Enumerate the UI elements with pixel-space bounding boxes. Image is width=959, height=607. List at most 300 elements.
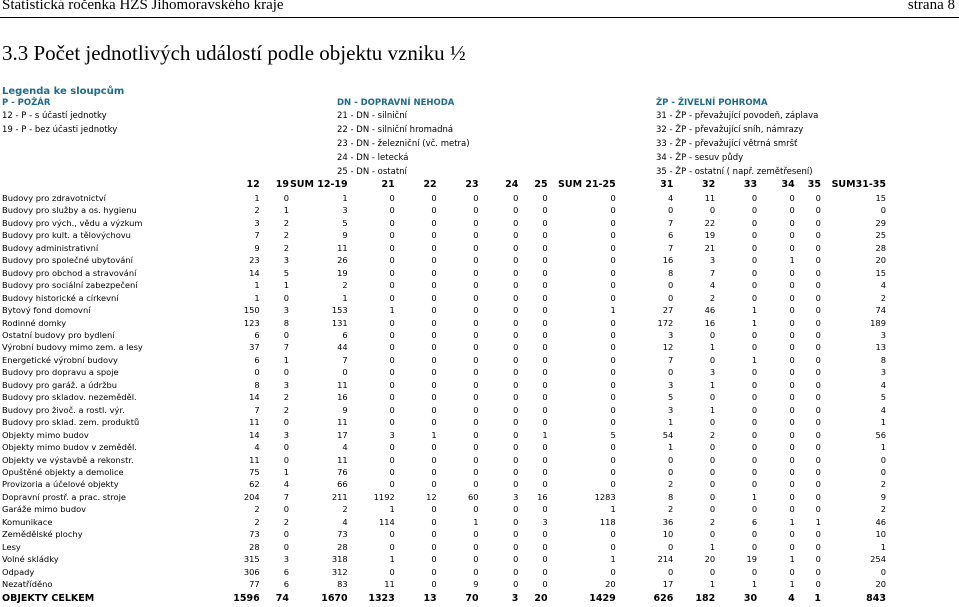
table-cell: 0 [431, 267, 437, 278]
table-cell: 312 [331, 566, 348, 577]
table-cell: 1 [751, 354, 758, 365]
row-label: Zemědělské plochy [2, 529, 83, 540]
table-row [0, 204, 886, 216]
table-cell: 0 [789, 442, 795, 453]
row-label: Odpady [2, 566, 35, 577]
table-cell: 2 [283, 404, 290, 415]
table-cell: 153 [331, 305, 348, 316]
row-label: Energetické výrobní budovy [2, 354, 118, 365]
table-cell: 0 [513, 280, 519, 291]
table-cell: 2 [254, 516, 260, 527]
table-cell: 9 [473, 579, 479, 590]
table-cell: 0 [431, 255, 437, 266]
legend-disaster-heading: ŽP - ŽIVELNÍ POHROMA [656, 98, 768, 108]
table-cell: 150 [243, 305, 260, 316]
table-row [0, 466, 886, 478]
table-cell: 0 [610, 541, 616, 552]
table-cell: 0 [610, 466, 616, 477]
table-cell: 0 [789, 404, 795, 415]
table-cell: 0 [431, 541, 437, 552]
row-label: Provizoria a účelové objekty [2, 479, 119, 490]
table-cell: 0 [389, 404, 395, 415]
table-cell: 0 [751, 404, 758, 415]
table-row [0, 516, 886, 528]
table-cell: 0 [283, 292, 290, 303]
table-cell: 0 [751, 479, 758, 490]
table-cell: 1 [610, 305, 616, 316]
table-cell: 77 [249, 579, 260, 590]
table-cell: 0 [709, 392, 716, 403]
table-cell: 0 [389, 242, 395, 253]
table-cell: 0 [431, 342, 437, 353]
table-cell: 0 [751, 392, 758, 403]
table-cell: 11 [337, 379, 348, 390]
header-cell-label [0, 178, 220, 192]
table-cell: 1 [709, 541, 716, 552]
table-cell: 0 [610, 529, 616, 540]
table-cell: 0 [542, 217, 548, 228]
table-cell: 60 [468, 491, 479, 502]
table-cell: 11 [704, 193, 716, 203]
table-cell: 0 [815, 305, 821, 316]
table-row [0, 429, 886, 441]
table-cell: 46 [875, 516, 886, 527]
table-cell: 0 [610, 367, 616, 378]
table-cell: 9 [254, 242, 260, 253]
table-cell: 0 [473, 317, 479, 328]
table-cell: 0 [542, 305, 548, 316]
table-cell: 2 [283, 392, 290, 403]
page-number: strana 8 [907, 0, 955, 13]
table-cell: 0 [431, 466, 437, 477]
table-row [0, 416, 886, 428]
table-cell: 0 [542, 317, 548, 328]
table-body [0, 192, 886, 607]
table-cell: 123 [243, 317, 260, 328]
table-cell: 1 [342, 292, 348, 303]
table-cell: 0 [815, 193, 821, 203]
table-cell: 26 [337, 255, 348, 266]
row-label: Budovy pro zdravotnictví [2, 193, 106, 203]
table-cell: 0 [283, 529, 290, 540]
table-cell: 27 [662, 305, 674, 316]
table-cell: 44 [337, 342, 348, 353]
table-cell: 28 [875, 242, 886, 253]
table-cell: 6 [751, 516, 758, 527]
table-row [0, 292, 886, 304]
table-cell: 0 [513, 379, 519, 390]
table-cell: 1 [751, 317, 758, 328]
table-header-row [0, 178, 886, 192]
table-cell: 28 [337, 541, 348, 552]
table-cell: 1 [789, 554, 795, 565]
table-cell: 0 [668, 566, 674, 577]
table-cell: 0 [751, 541, 758, 552]
table-cell: 0 [473, 305, 479, 316]
row-label: Rodinné domky [2, 317, 67, 328]
table-cell: 2 [342, 504, 348, 515]
table-cell: 12 [662, 342, 674, 353]
row-label: Objekty ve výstavbě a rekonstr. [2, 454, 134, 465]
table-cell: 0 [431, 280, 437, 291]
table-cell: 0 [815, 217, 821, 228]
table-cell: 0 [542, 205, 548, 216]
header-cell-col: 25 [534, 179, 548, 190]
table-cell: 0 [709, 454, 716, 465]
table-cell: 1 [789, 255, 795, 266]
table-row [0, 503, 886, 515]
table-cell: 28 [249, 541, 260, 552]
table-cell: 0 [389, 230, 395, 241]
table-cell: 0 [668, 367, 674, 378]
table-cell: 0 [389, 280, 395, 291]
table-cell: 0 [610, 280, 616, 291]
table-cell: 0 [610, 193, 616, 203]
table-cell: 0 [880, 466, 886, 477]
table-cell: 2 [709, 292, 716, 303]
table-cell: 0 [431, 329, 437, 340]
table-cell: 4 [709, 280, 716, 291]
table-cell: 0 [431, 516, 437, 527]
table-cell: 4 [880, 280, 886, 291]
table-cell: 0 [431, 292, 437, 303]
table-cell: 8 [283, 317, 290, 328]
table-cell: 0 [473, 541, 479, 552]
table-cell: 0 [709, 417, 716, 428]
table-cell: 0 [389, 417, 395, 428]
header-cell-col: 22 [423, 179, 437, 190]
table-cell: 66 [337, 479, 348, 490]
table-cell: 0 [751, 242, 758, 253]
header-cell-col: 35 [807, 179, 821, 190]
table-cell: 0 [610, 566, 616, 577]
table-cell: 0 [473, 417, 479, 428]
row-label: Ostatní budovy pro bydlení [2, 329, 115, 340]
table-cell: 3 [283, 305, 290, 316]
table-cell: 0 [751, 429, 758, 440]
table-cell: 2 [283, 242, 290, 253]
table-cell: 25 [875, 230, 886, 241]
table-cell: 0 [473, 504, 479, 515]
table-cell: 1 [880, 541, 886, 552]
table-cell: 16 [662, 255, 674, 266]
table-cell: 0 [751, 292, 758, 303]
table-cell: 0 [389, 479, 395, 490]
table-cell: 0 [668, 541, 674, 552]
table-cell: 0 [789, 217, 795, 228]
row-label: Budovy pro služby a os. hygienu [2, 205, 137, 216]
table-cell: 0 [815, 417, 821, 428]
table-cell: 20 [605, 579, 616, 590]
table-cell: 0 [610, 379, 616, 390]
table-cell: 3 [283, 429, 290, 440]
table-cell: 1 [283, 205, 290, 216]
table-cell: 54 [662, 429, 674, 440]
table-cell: 8 [668, 267, 674, 278]
table-cell: 0 [751, 255, 758, 266]
table-cell: 0 [283, 454, 290, 465]
table-cell: 7 [283, 491, 290, 502]
legend-item: 31 - ŽP - převažující povodeň, záplava [656, 111, 819, 121]
table-cell: 20 [534, 592, 548, 604]
table-cell: 0 [751, 417, 758, 428]
row-label: Budovy pro živoč. a rostl. výr. [2, 404, 125, 415]
table-cell: 9 [342, 230, 348, 241]
table-cell: 0 [789, 230, 795, 241]
table-cell: 0 [542, 379, 548, 390]
table-cell: 0 [473, 566, 479, 577]
table-cell: 0 [513, 292, 519, 303]
table-cell: 0 [513, 429, 519, 440]
table-cell: 0 [542, 354, 548, 365]
table-cell: 214 [657, 554, 674, 565]
table-cell: 0 [751, 217, 758, 228]
table-cell: 1 [610, 504, 616, 515]
table-cell: 0 [542, 479, 548, 490]
header-divider [0, 17, 959, 18]
table-row [0, 341, 886, 353]
table-cell: 13 [875, 342, 886, 353]
table-cell: 1 [389, 305, 395, 316]
table-cell: 1283 [594, 491, 616, 502]
table-cell: 0 [542, 367, 548, 378]
table-cell: 5 [610, 429, 616, 440]
table-cell: 0 [815, 354, 821, 365]
table-cell: 4 [254, 442, 260, 453]
table-cell: 318 [331, 554, 348, 565]
table-cell: 0 [513, 205, 519, 216]
table-row [0, 553, 886, 565]
table-cell: 0 [473, 242, 479, 253]
table-cell: 0 [610, 267, 616, 278]
table-row [0, 217, 886, 229]
table-cell: 0 [473, 217, 479, 228]
table-cell: 315 [243, 554, 260, 565]
table-cell: 30 [743, 592, 758, 604]
table-cell: 1 [473, 516, 479, 527]
row-label: OBJEKTY CELKEM [2, 592, 95, 604]
table-cell: 0 [431, 367, 437, 378]
table-cell: 16 [537, 491, 548, 502]
table-cell: 0 [709, 205, 716, 216]
table-cell: 14 [249, 267, 260, 278]
table-cell: 76 [337, 466, 348, 477]
table-cell: 0 [815, 342, 821, 353]
table-cell: 0 [610, 354, 616, 365]
table-cell: 2 [254, 504, 260, 515]
table-cell: 254 [870, 554, 886, 565]
table-cell: 0 [513, 404, 519, 415]
table-cell: 0 [789, 354, 795, 365]
legend-item: 34 - ŽP - sesuv půdy [656, 153, 744, 163]
table-cell: 4 [880, 404, 886, 415]
table-cell: 1 [254, 193, 260, 203]
table-cell: 0 [751, 566, 758, 577]
table-cell: 0 [389, 466, 395, 477]
table-cell: 0 [431, 392, 437, 403]
table-cell: 19 [704, 230, 716, 241]
table-cell: 2 [709, 429, 716, 440]
table-cell: 0 [473, 466, 479, 477]
table-row [0, 279, 886, 291]
table-cell: 0 [283, 417, 290, 428]
legend-item: 32 - ŽP - převažující sníh, námrazy [656, 125, 804, 135]
table-cell: 0 [473, 392, 479, 403]
table-row [0, 317, 886, 329]
table-cell: 1 [789, 516, 795, 527]
table-cell: 17 [337, 429, 348, 440]
table-cell: 0 [610, 417, 616, 428]
table-cell: 2 [709, 516, 716, 527]
table-cell: 0 [610, 292, 616, 303]
legend-item: 35 - ŽP - ostatní ( např. zemětřesení) [656, 167, 813, 177]
table-cell: 0 [789, 267, 795, 278]
table-cell: 0 [431, 305, 437, 316]
table-cell: 0 [789, 479, 795, 490]
table-cell: 626 [653, 592, 674, 604]
table-cell: 11 [249, 417, 260, 428]
table-cell: 0 [815, 541, 821, 552]
table-cell: 6 [283, 566, 290, 577]
table-cell: 1 [254, 292, 260, 303]
table-cell: 3 [880, 329, 886, 340]
table-cell: 3 [513, 491, 519, 502]
table-cell: 0 [513, 329, 519, 340]
table-cell: 46 [704, 305, 716, 316]
table-cell: 0 [542, 255, 548, 266]
table-row [0, 441, 886, 453]
table-cell: 0 [389, 379, 395, 390]
table-cell: 7 [668, 217, 674, 228]
table-cell: 11 [384, 579, 395, 590]
table-cell: 0 [431, 579, 437, 590]
table-cell: 1 [751, 579, 758, 590]
table-cell: 0 [542, 466, 548, 477]
table-cell: 0 [751, 230, 758, 241]
table-cell: 8 [880, 354, 886, 365]
table-cell: 5 [342, 217, 348, 228]
events-table [0, 178, 886, 607]
table-cell: 17 [662, 579, 674, 590]
table-cell: 0 [751, 504, 758, 515]
table-cell: 19 [337, 267, 348, 278]
table-cell: 2 [880, 479, 886, 490]
table-cell: 0 [751, 529, 758, 540]
table-cell: 0 [789, 566, 795, 577]
table-cell: 131 [331, 317, 348, 328]
table-cell: 0 [473, 329, 479, 340]
table-cell: 0 [513, 504, 519, 515]
table-cell: 0 [431, 554, 437, 565]
table-cell: 2 [283, 217, 290, 228]
table-cell: 0 [542, 454, 548, 465]
table-cell: 0 [610, 404, 616, 415]
table-cell: 20 [704, 554, 716, 565]
table-cell: 0 [513, 217, 519, 228]
table-row [0, 242, 886, 254]
table-cell: 0 [513, 479, 519, 490]
row-label: Objekty mimo budov v zeměděl. [2, 442, 137, 453]
table-cell: 0 [542, 541, 548, 552]
table-cell: 0 [542, 417, 548, 428]
table-cell: 0 [751, 205, 758, 216]
table-cell: 0 [815, 267, 821, 278]
table-cell: 14 [249, 429, 260, 440]
table-cell: 1 [389, 504, 395, 515]
table-cell: 4 [880, 379, 886, 390]
table-row [0, 329, 886, 341]
table-cell: 189 [870, 317, 886, 328]
row-label: Výrobní budovy mimo zem. a lesy [2, 342, 143, 353]
table-cell: 1 [789, 579, 795, 590]
table-cell: 3 [668, 379, 674, 390]
table-cell: 22 [704, 217, 716, 228]
table-cell: 7 [254, 230, 260, 241]
table-cell: 0 [542, 504, 548, 515]
table-cell: 0 [431, 529, 437, 540]
header-cell-col: 19 [275, 179, 290, 190]
header-cell-col: 12 [246, 179, 260, 190]
row-label: Opuštěné objekty a demolice [2, 466, 124, 477]
table-cell: 0 [789, 504, 795, 515]
table-cell: 0 [815, 442, 821, 453]
section-title: 3.3 Počet jednotlivých událostí podle objektu vzniku ½ [2, 41, 466, 65]
table-cell: 5 [880, 392, 886, 403]
table-cell: 0 [513, 267, 519, 278]
table-cell: 182 [695, 592, 716, 604]
table-cell: 0 [542, 392, 548, 403]
table-cell: 0 [389, 292, 395, 303]
table-cell: 7 [668, 354, 674, 365]
table-cell: 3 [668, 329, 674, 340]
row-label: Budovy pro vých., vědu a výzkum [2, 217, 143, 228]
table-cell: 3 [542, 516, 548, 527]
table-cell: 0 [513, 230, 519, 241]
table-cell: 0 [815, 529, 821, 540]
table-cell: 0 [431, 454, 437, 465]
table-cell: 0 [283, 193, 290, 203]
table-row [0, 491, 886, 503]
row-label: Komunikace [2, 516, 53, 527]
table-cell: 0 [815, 379, 821, 390]
table-cell: 0 [815, 554, 821, 565]
table-cell: 10 [662, 529, 674, 540]
table-cell: 0 [610, 230, 616, 241]
table-cell: 0 [389, 354, 395, 365]
table-cell: 211 [331, 491, 348, 502]
table-cell: 2 [283, 230, 290, 241]
table-row [0, 404, 886, 416]
table-cell: 1429 [589, 592, 616, 604]
table-cell: 0 [709, 442, 716, 453]
table-row [0, 379, 886, 391]
table-cell: 2 [880, 504, 886, 515]
table-cell: 0 [542, 554, 548, 565]
table-cell: 1 [668, 417, 674, 428]
header-cell-col: SUM 21-25 [558, 179, 616, 190]
table-cell: 3 [709, 367, 716, 378]
legend-item: 25 - DN - ostatní [337, 167, 407, 177]
table-cell: 0 [431, 404, 437, 415]
row-label: Objekty mimo budov [2, 429, 89, 440]
table-cell: 0 [880, 566, 886, 577]
table-cell: 0 [542, 280, 548, 291]
header-cell-col: 21 [381, 179, 395, 190]
table-cell: 0 [513, 442, 519, 453]
table-cell: 0 [513, 193, 519, 203]
table-cell: 23 [249, 255, 260, 266]
row-label: Budovy pro společné ubytování [2, 255, 133, 266]
